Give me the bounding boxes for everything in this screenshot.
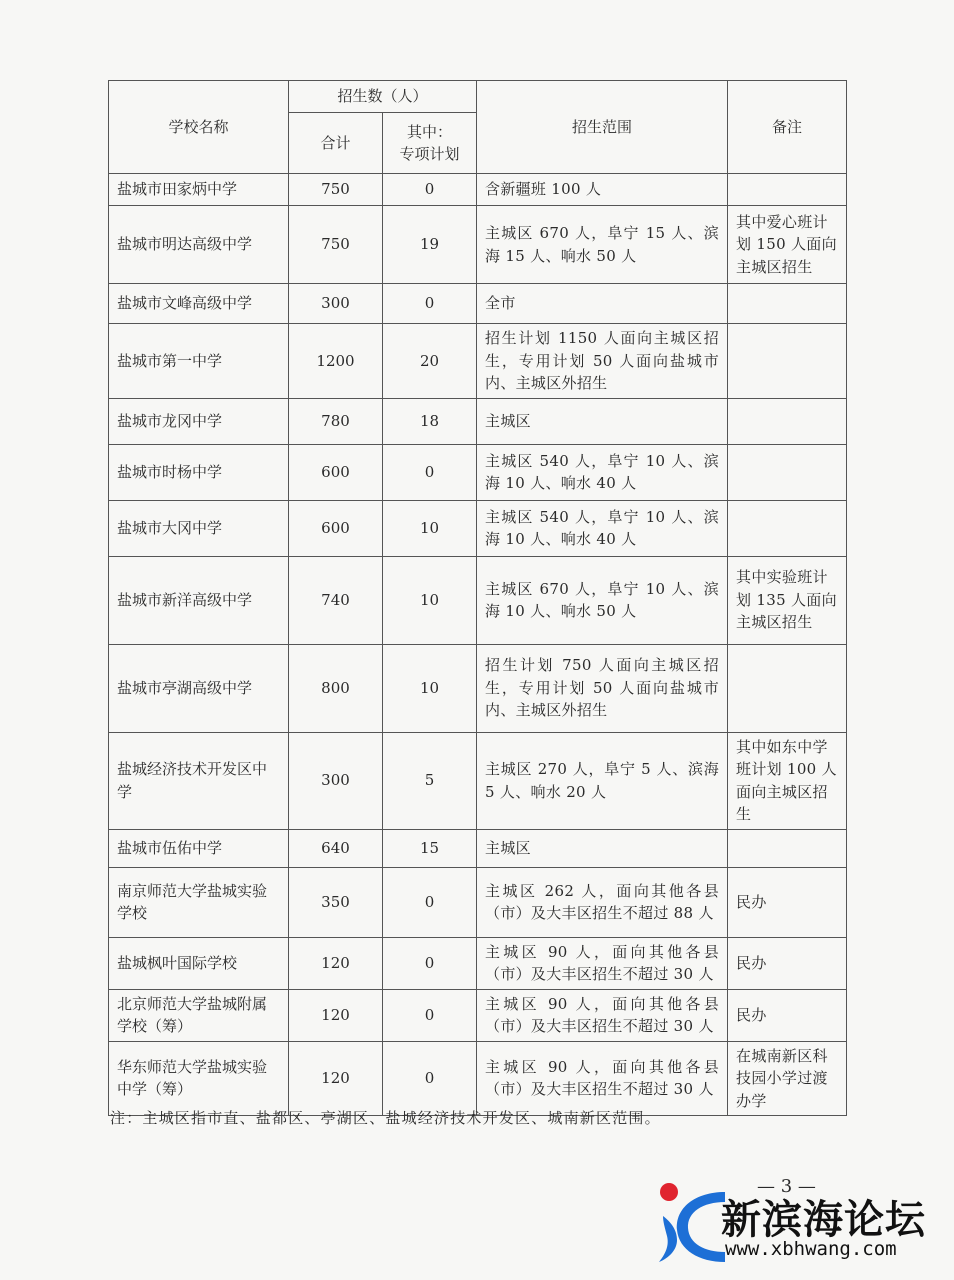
school-name-cell: 南京师范大学盐城实验学校 xyxy=(109,867,289,937)
table-row xyxy=(109,644,847,732)
range-cell: 招生计划 1150 人面向主城区招生，专用计划 50 人面向盐城市内、主城区外招生 xyxy=(477,324,728,399)
school-name-cell: 盐城市时杨中学 xyxy=(109,444,289,500)
school-name-cell: 盐城枫叶国际学校 xyxy=(109,937,289,989)
table-row xyxy=(109,1041,847,1116)
table-row xyxy=(109,174,847,206)
header-total: 合计 xyxy=(289,113,383,174)
special-cell: 10 xyxy=(383,644,477,732)
table-row xyxy=(109,500,847,556)
footnote: 注：主城区指市直、盐都区、亭湖区、盐城经济技术开发区、城南新区范围。 xyxy=(110,1109,661,1127)
remark-cell: 其中爱心班计划 150 人面向主城区招生 xyxy=(728,206,847,284)
range-cell: 全市 xyxy=(477,284,728,324)
special-cell: 0 xyxy=(383,937,477,989)
special-cell: 19 xyxy=(383,206,477,284)
range-cell: 主城区 90 人，面向其他各县（市）及大丰区招生不超过 30 人 xyxy=(477,989,728,1041)
total-cell: 600 xyxy=(289,500,383,556)
school-name-cell: 盐城市大冈中学 xyxy=(109,500,289,556)
total-cell: 120 xyxy=(289,989,383,1041)
special-cell: 5 xyxy=(383,732,477,829)
table-row xyxy=(109,206,847,284)
range-cell: 主城区 270 人，阜宁 5 人、滨海 5 人、响水 20 人 xyxy=(477,732,728,829)
watermark xyxy=(655,1178,950,1268)
special-cell: 0 xyxy=(383,284,477,324)
table-row xyxy=(109,284,847,324)
school-name-cell: 盐城市龙冈中学 xyxy=(109,398,289,444)
total-cell: 600 xyxy=(289,444,383,500)
table-row xyxy=(109,324,847,399)
table-row xyxy=(109,444,847,500)
special-cell: 20 xyxy=(383,324,477,399)
special-cell: 15 xyxy=(383,829,477,867)
range-cell: 主城区 xyxy=(477,398,728,444)
remark-cell xyxy=(728,444,847,500)
total-cell: 780 xyxy=(289,398,383,444)
special-cell: 0 xyxy=(383,989,477,1041)
header-remark: 备注 xyxy=(728,81,847,174)
total-cell: 300 xyxy=(289,732,383,829)
school-name-cell: 华东师范大学盐城实验中学（筹） xyxy=(109,1041,289,1116)
total-cell: 740 xyxy=(289,556,383,644)
school-name-cell: 北京师范大学盐城附属学校（筹） xyxy=(109,989,289,1041)
remark-cell xyxy=(728,398,847,444)
range-cell: 含新疆班 100 人 xyxy=(477,174,728,206)
header-enroll: 招生数（人） xyxy=(289,81,477,113)
total-cell: 120 xyxy=(289,937,383,989)
range-cell: 主城区 540 人，阜宁 10 人、滨海 10 人、响水 40 人 xyxy=(477,444,728,500)
special-cell: 0 xyxy=(383,1041,477,1116)
table-row xyxy=(109,556,847,644)
remark-cell: 其中如东中学班计划 100 人面向主城区招生 xyxy=(728,732,847,829)
watermark-name: 新滨海论坛 xyxy=(721,1197,926,1243)
remark-cell xyxy=(728,829,847,867)
school-name-cell: 盐城市文峰高级中学 xyxy=(109,284,289,324)
remark-cell xyxy=(728,644,847,732)
table-row xyxy=(109,732,847,829)
remark-cell: 其中实验班计划 135 人面向主城区招生 xyxy=(728,556,847,644)
total-cell: 750 xyxy=(289,206,383,284)
total-cell: 120 xyxy=(289,1041,383,1116)
special-cell: 0 xyxy=(383,174,477,206)
total-cell: 350 xyxy=(289,867,383,937)
special-cell: 10 xyxy=(383,500,477,556)
range-cell: 主城区 xyxy=(477,829,728,867)
school-name-cell: 盐城市新洋高级中学 xyxy=(109,556,289,644)
remark-cell: 在城南新区科技园小学过渡办学 xyxy=(728,1041,847,1116)
range-cell: 主城区 90 人，面向其他各县（市）及大丰区招生不超过 30 人 xyxy=(477,937,728,989)
header-special xyxy=(383,113,477,174)
special-cell: 18 xyxy=(383,398,477,444)
range-cell: 主城区 262 人，面向其他各县（市）及大丰区招生不超过 88 人 xyxy=(477,867,728,937)
remark-cell: 民办 xyxy=(728,867,847,937)
watermark-url: www.xbhwang.com xyxy=(725,1238,897,1260)
header-school: 学校名称 xyxy=(109,81,289,174)
xinbinhai-logo-icon xyxy=(655,1178,731,1266)
header-range: 招生范围 xyxy=(477,81,728,174)
total-cell: 300 xyxy=(289,284,383,324)
remark-cell xyxy=(728,500,847,556)
remark-cell: 民办 xyxy=(728,989,847,1041)
total-cell: 640 xyxy=(289,829,383,867)
remark-cell xyxy=(728,174,847,206)
table-row xyxy=(109,829,847,867)
remark-cell xyxy=(728,284,847,324)
school-name-cell: 盐城市伍佑中学 xyxy=(109,829,289,867)
table-row xyxy=(109,398,847,444)
school-name-cell: 盐城市明达高级中学 xyxy=(109,206,289,284)
school-name-cell: 盐城市田家炳中学 xyxy=(109,174,289,206)
header-special-line1: 其中： xyxy=(407,122,453,141)
range-cell: 主城区 540 人，阜宁 10 人、滨海 10 人、响水 40 人 xyxy=(477,500,728,556)
school-name-cell: 盐城市第一中学 xyxy=(109,324,289,399)
total-cell: 800 xyxy=(289,644,383,732)
range-cell: 主城区 670 人，阜宁 15 人、滨海 15 人、响水 50 人 xyxy=(477,206,728,284)
remark-cell: 民办 xyxy=(728,937,847,989)
enrollment-table xyxy=(108,80,847,1116)
header-row-1 xyxy=(109,81,847,113)
remark-cell xyxy=(728,324,847,399)
special-cell: 0 xyxy=(383,444,477,500)
table-row xyxy=(109,867,847,937)
school-name-cell: 盐城经济技术开发区中学 xyxy=(109,732,289,829)
total-cell: 750 xyxy=(289,174,383,206)
special-cell: 0 xyxy=(383,867,477,937)
range-cell: 主城区 670 人，阜宁 10 人、滨海 10 人、响水 50 人 xyxy=(477,556,728,644)
range-cell: 招生计划 750 人面向主城区招生，专用计划 50 人面向盐城市内、主城区外招生 xyxy=(477,644,728,732)
special-cell: 10 xyxy=(383,556,477,644)
school-name-cell: 盐城市亭湖高级中学 xyxy=(109,644,289,732)
header-special-line2: 专项计划 xyxy=(399,145,460,163)
total-cell: 1200 xyxy=(289,324,383,399)
table-row xyxy=(109,989,847,1041)
page-number: — 3 — xyxy=(757,1176,816,1197)
range-cell: 主城区 90 人，面向其他各县（市）及大丰区招生不超过 30 人 xyxy=(477,1041,728,1116)
table-row xyxy=(109,937,847,989)
